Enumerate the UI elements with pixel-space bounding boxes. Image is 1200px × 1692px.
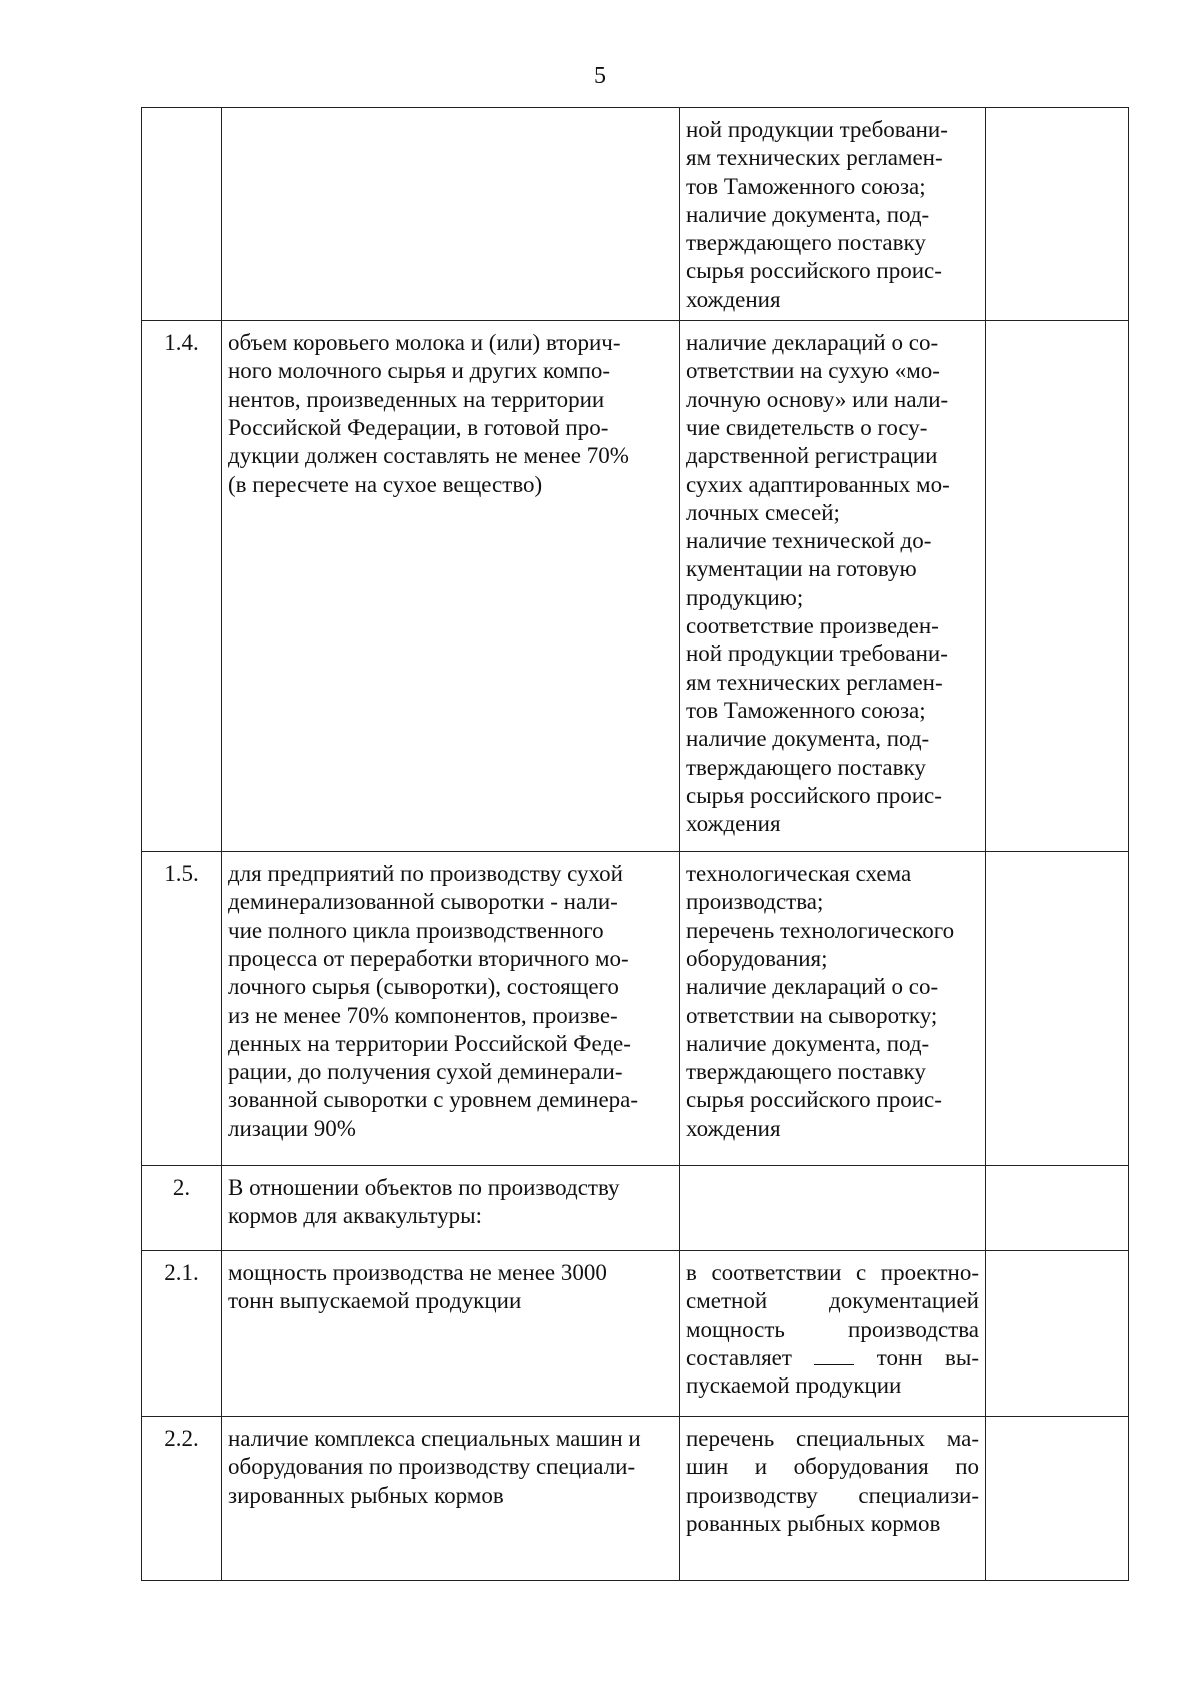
requirement-line: ного молочного сырья и других компо- <box>228 358 611 384</box>
requirement-line: дукции должен составлять не менее 70% <box>228 443 629 469</box>
mark-cell <box>986 852 1129 1166</box>
documents-blank-line <box>686 1344 979 1372</box>
requirement-cell <box>222 1417 680 1581</box>
requirement-line: денных на территории Российской Феде- <box>228 1030 631 1056</box>
documents-line: технологическая схема <box>686 861 912 887</box>
requirement-cell <box>222 852 680 1166</box>
documents-cell <box>680 1417 986 1581</box>
mark-cell <box>986 1251 1129 1417</box>
documents-line: производству специализи- <box>686 1482 979 1508</box>
documents-line: перечень специальных ма- <box>686 1426 979 1452</box>
tonnage-blank-field <box>814 1344 854 1365</box>
documents-line: сырья российского проис- <box>686 782 942 808</box>
documents-line: сырья российского проис- <box>686 1087 942 1113</box>
requirement-line: нентов, произведенных на территории <box>228 386 605 412</box>
row-number-cell <box>142 108 222 321</box>
documents-line: тверждающего поставку <box>686 230 926 256</box>
requirement-line: чие полного цикла производственного <box>228 917 604 943</box>
mark-cell <box>986 321 1129 852</box>
documents-line: продукцию; <box>686 584 804 610</box>
documents-line: шин и оборудования по <box>686 1454 979 1480</box>
documents-line: соответствие произведен- <box>686 613 939 639</box>
requirement-cell <box>222 1251 680 1417</box>
documents-line: рованных рыбных кормов <box>686 1510 941 1536</box>
documents-line: ной продукции требовани- <box>686 117 948 142</box>
requirement-line: Российской Федерации, в готовой про- <box>228 414 609 440</box>
documents-line: ответствии на сухую «мо- <box>686 358 940 384</box>
table-row-1-5 <box>142 852 1129 1166</box>
documents-blank-before: составляет <box>686 1344 792 1370</box>
documents-line: наличие деклараций о со- <box>686 330 939 356</box>
documents-cell <box>680 321 986 852</box>
documents-line: тверждающего поставку <box>686 1059 926 1085</box>
documents-line: чие свидетельств о госу- <box>686 414 928 440</box>
requirement-cell <box>222 108 680 321</box>
row-number-cell: 1.5. <box>142 852 222 1166</box>
table-row-1-4 <box>142 321 1129 852</box>
requirement-cell <box>222 321 680 852</box>
row-number-cell: 2.2. <box>142 1417 222 1581</box>
documents-cell <box>680 852 986 1166</box>
requirement-line: оборудования по производству специали- <box>228 1454 636 1480</box>
requirement-line: тонн выпускаемой продукции <box>228 1288 522 1314</box>
documents-line: наличие документа, под- <box>686 1030 930 1056</box>
documents-line: ответствии на сыворотку; <box>686 1002 938 1028</box>
requirement-line: объем коровьего молока и (или) вторич- <box>228 330 621 356</box>
documents-line: ной продукции требовани- <box>686 641 948 667</box>
documents-line: ям технических регламен- <box>686 669 943 695</box>
documents-line: дарственной регистрации <box>686 443 938 469</box>
requirement-line: лочного сырья (сыворотки), состоящего <box>228 974 619 1000</box>
documents-blank-after: тонн вы- <box>876 1344 980 1370</box>
requirement-line: В отношении объектов по производству <box>228 1175 620 1201</box>
table-row-2-1 <box>142 1251 1129 1417</box>
requirement-line: из не менее 70% компонентов, произве- <box>228 1002 618 1028</box>
documents-line: тов Таможенного союза; <box>686 173 926 199</box>
mark-cell <box>986 1166 1129 1251</box>
documents-line: наличие документа, под- <box>686 726 930 752</box>
documents-line: ям технических регламен- <box>686 145 943 171</box>
documents-line: лочную основу» или нали- <box>686 386 949 412</box>
documents-line: хождения <box>686 811 781 837</box>
documents-line: хождения <box>686 1115 781 1141</box>
requirement-line: зованной сыворотки с уровнем деминера- <box>228 1087 639 1113</box>
row-number-cell: 2. <box>142 1166 222 1251</box>
documents-line: сырья российского проис- <box>686 258 942 284</box>
documents-line: наличие деклараций о со- <box>686 974 939 1000</box>
table-row-2 <box>142 1166 1129 1251</box>
requirement-line: рации, до получения сухой деминерали- <box>228 1059 623 1085</box>
mark-cell <box>986 1417 1129 1581</box>
documents-line: мощность производства <box>686 1316 979 1342</box>
requirement-line: деминерализованной сыворотки - нали- <box>228 889 618 915</box>
documents-line: хождения <box>686 286 781 312</box>
documents-line: производства; <box>686 889 824 915</box>
documents-line: кументации на готовую <box>686 556 917 582</box>
requirement-line: процесса от переработки вторичного мо- <box>228 945 629 971</box>
documents-line: в соответствии с проектно- <box>686 1260 979 1286</box>
documents-line: перечень технологического <box>686 917 955 943</box>
requirement-cell <box>222 1166 680 1251</box>
requirement-line: наличие комплекса специальных машин и <box>228 1426 641 1452</box>
documents-cell <box>680 1166 986 1251</box>
documents-line: сметной документацией <box>686 1288 979 1314</box>
requirement-line: для предприятий по производству сухой <box>228 861 623 887</box>
documents-line: тов Таможенного союза; <box>686 697 926 723</box>
documents-line: наличие документа, под- <box>686 201 930 227</box>
table-row-continuation <box>142 108 1129 321</box>
requirement-line: лизации 90% <box>228 1115 356 1141</box>
documents-cell <box>680 1251 986 1417</box>
row-number-cell: 1.4. <box>142 321 222 852</box>
documents-cell <box>680 108 986 321</box>
documents-line: сухих адаптированных мо- <box>686 471 950 497</box>
requirement-line: (в пересчете на сухое вещество) <box>228 471 543 497</box>
page-number: 5 <box>594 63 606 89</box>
documents-line: тверждающего поставку <box>686 754 926 780</box>
requirement-line: кормов для аквакультуры: <box>228 1203 482 1229</box>
requirement-line: мощность производства не менее 3000 <box>228 1260 607 1286</box>
requirement-line: зированных рыбных кормов <box>228 1482 504 1508</box>
documents-line: лочных смесей; <box>686 499 840 525</box>
documents-line: наличие технической до- <box>686 528 932 554</box>
table-row-2-2 <box>142 1417 1129 1581</box>
mark-cell <box>986 108 1129 321</box>
documents-line: пускаемой продукции <box>686 1373 902 1399</box>
row-number-cell: 2.1. <box>142 1251 222 1417</box>
requirements-table <box>141 107 1129 1581</box>
documents-line: оборудования; <box>686 945 828 971</box>
